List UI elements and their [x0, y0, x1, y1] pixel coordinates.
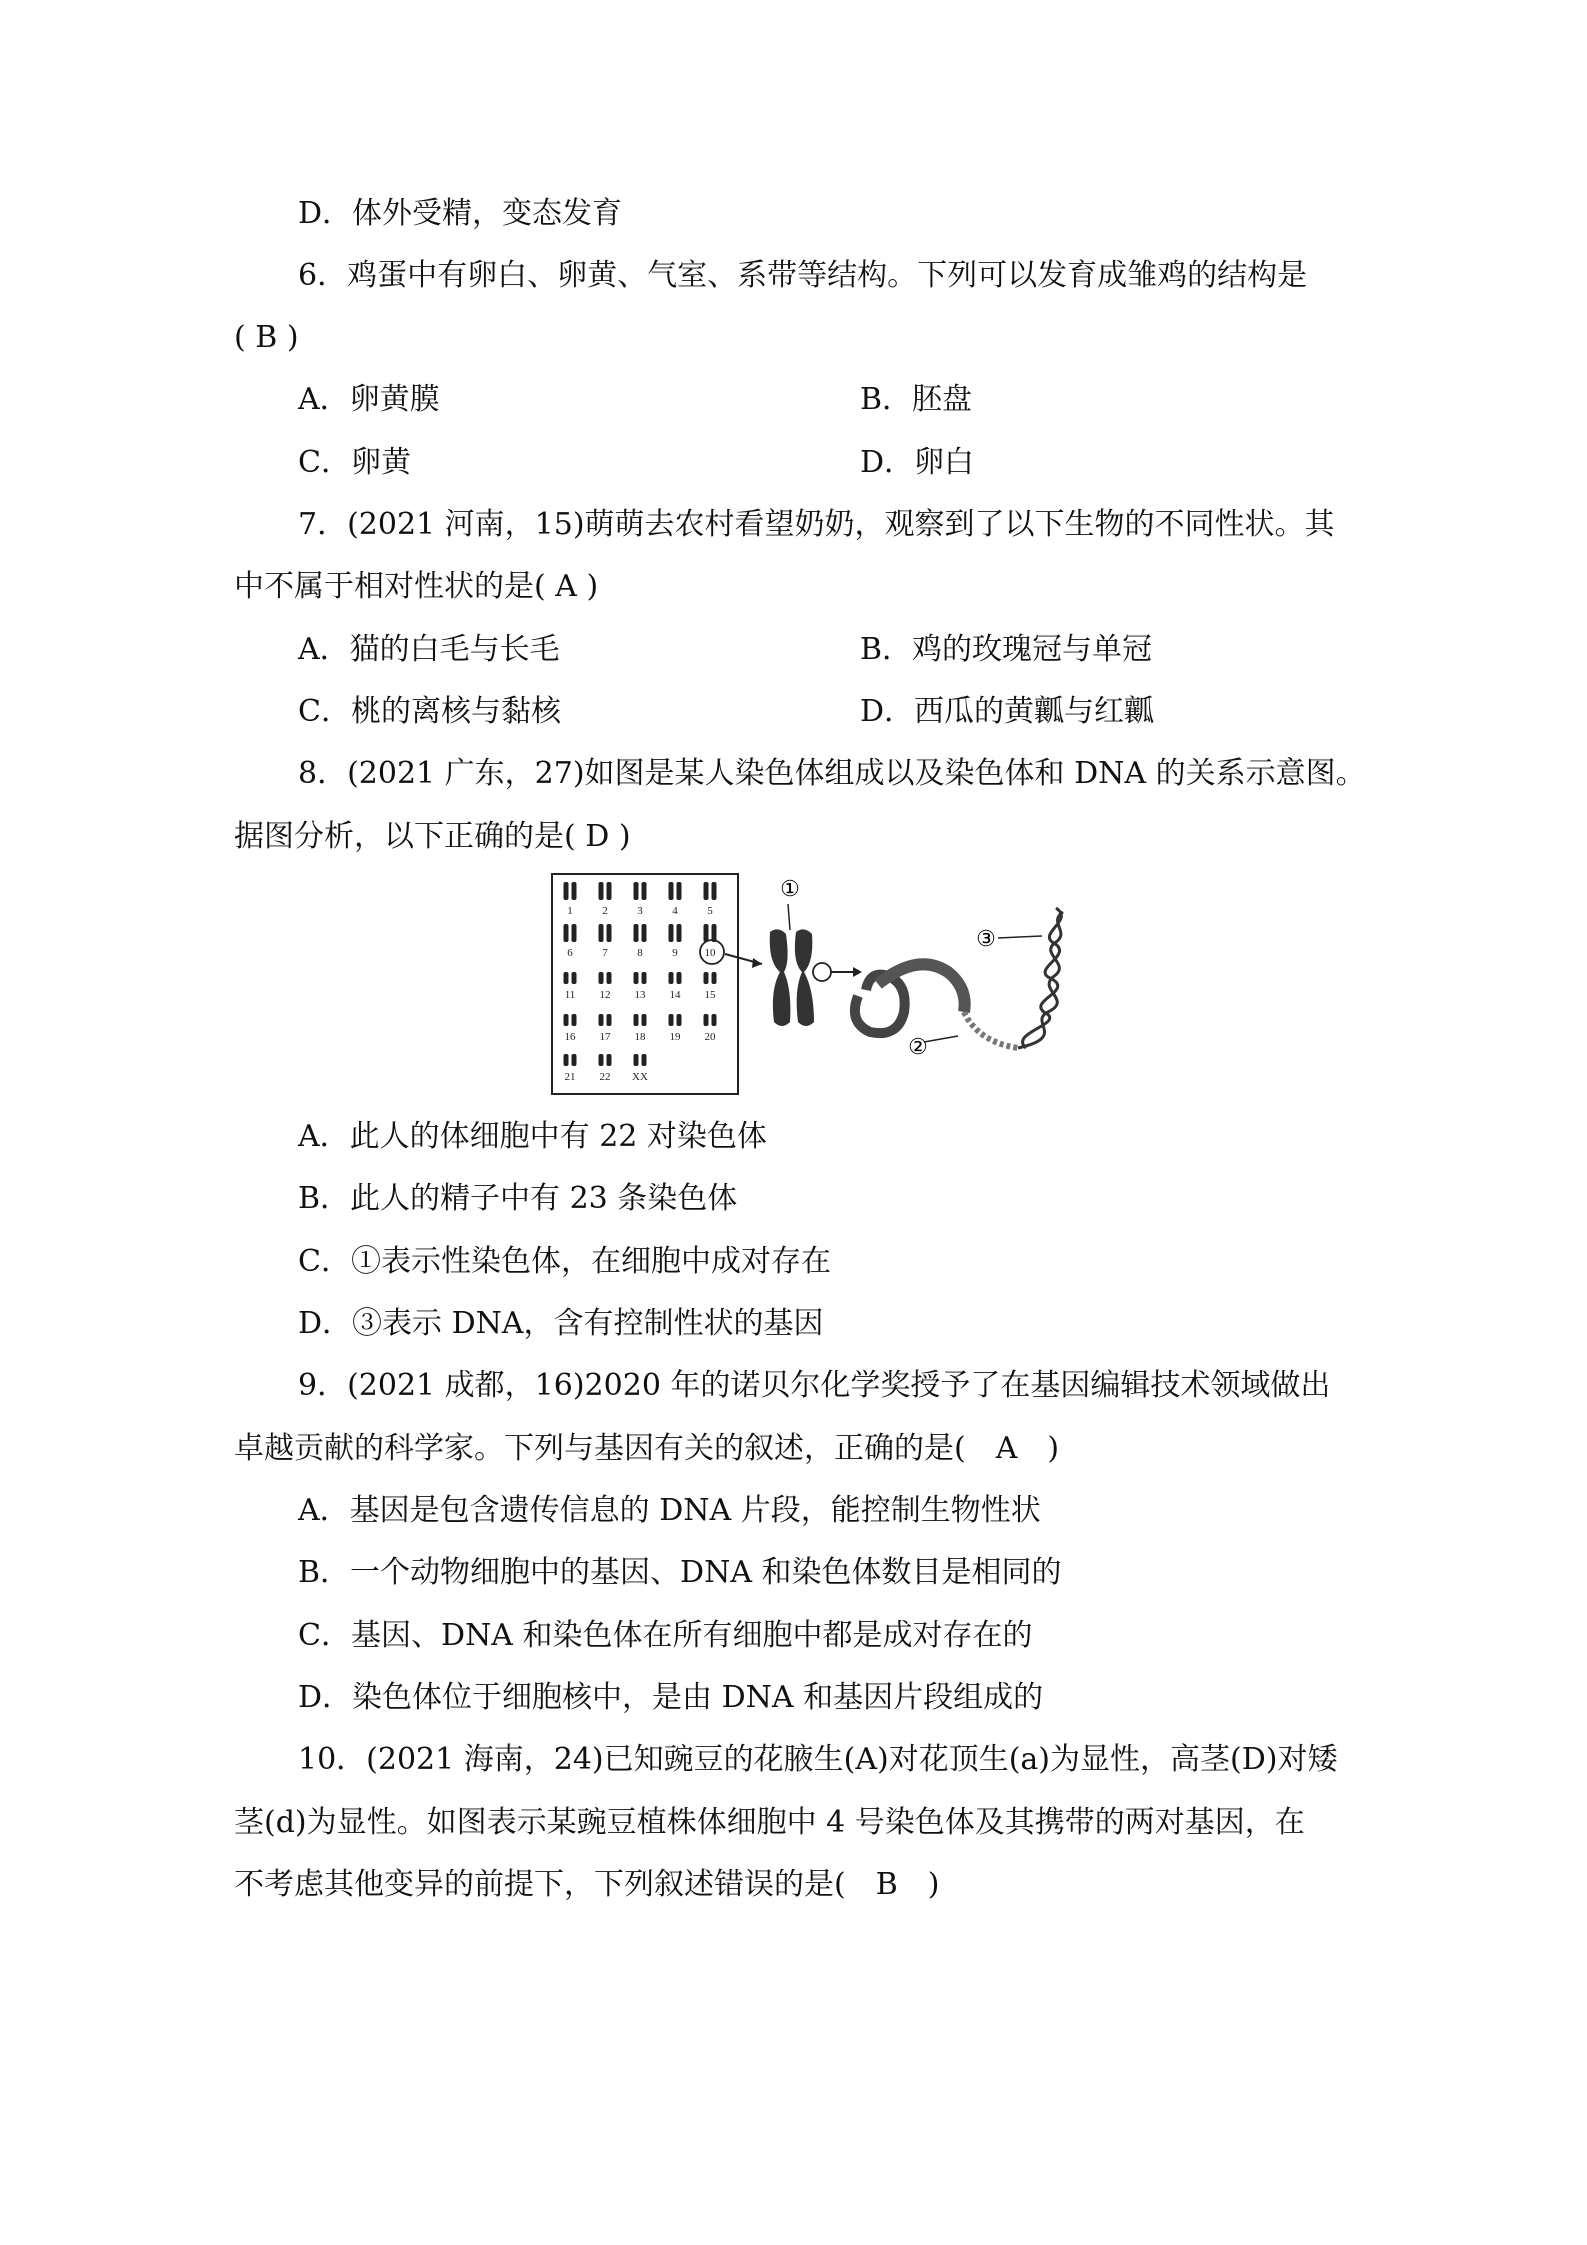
karyotype-number: 20: [704, 1031, 716, 1043]
chromosome-dna-figure: [548, 872, 1096, 1098]
q7-option-b: B．鸡的玫瑰冠与单冠: [860, 632, 1153, 667]
marker-2: ②: [908, 1035, 928, 1060]
karyotype-chromosome: [704, 882, 709, 900]
karyotype-chromosome: [564, 1014, 569, 1026]
karyotype-chromosome: [669, 924, 674, 942]
karyotype-chromosome: [712, 1014, 717, 1026]
question-9-stem: 9．(2021 成都，16)2020 年的诺贝尔化学奖授予了在基因编辑技术领域做出: [298, 1368, 1331, 1403]
q6-option-b: B．胚盘: [860, 382, 973, 417]
karyotype-chromosome: [607, 972, 612, 984]
karyotype-chromosome: [704, 972, 709, 984]
karyotype-chromosome: [599, 1054, 604, 1066]
question-10-stem-cont: 茎(d)为显性。如图表示某豌豆植株体细胞中 4 号染色体及其携带的两对基因，在: [234, 1805, 1305, 1840]
karyotype-number: 2: [602, 905, 608, 917]
karyotype-chromosome: [642, 924, 647, 942]
karyotype-number: 6: [567, 947, 573, 959]
karyotype-number: 22: [599, 1071, 611, 1083]
karyotype-chromosome: [607, 1054, 612, 1066]
chromosome-diagram: [548, 872, 1096, 1098]
karyotype-chromosome: [634, 1054, 639, 1066]
karyotype-number: 7: [602, 947, 608, 959]
karyotype-chromosome: [677, 882, 682, 900]
question-10-stem-cont2: 不考虑其他变异的前提下，下列叙述错误的是( B ): [234, 1867, 940, 1902]
dna-helix: [1018, 908, 1063, 1048]
karyotype-chromosome: [564, 924, 569, 942]
q7-option-c: C．桃的离核与黏核: [298, 694, 561, 729]
karyotype-chromosome: [572, 1014, 577, 1026]
karyotype-chromosome: [712, 972, 717, 984]
karyotype-number: 16: [564, 1031, 576, 1043]
question-7-stem-cont: 中不属于相对性状的是( A ): [234, 569, 599, 604]
marker-3: ③: [976, 927, 996, 952]
karyotype-number: 18: [634, 1031, 646, 1043]
q7-option-d: D．西瓜的黄瓤与红瓤: [860, 694, 1155, 729]
karyotype-chromosome: [634, 882, 639, 900]
karyotype-chromosome: [677, 1014, 682, 1026]
karyotype-chromosome: [669, 1014, 674, 1026]
karyotype-chromosome: [572, 1054, 577, 1066]
option-d-prev: D．体外受精，变态发育: [298, 196, 623, 231]
q9-option-d: D．染色体位于细胞核中，是由 DNA 和基因片段组成的: [298, 1680, 1044, 1715]
q6-option-d: D．卵白: [860, 445, 975, 480]
karyotype-chromosome: [704, 924, 709, 942]
question-6-answer: ( B ): [234, 320, 299, 355]
karyotype-chromosome: [564, 972, 569, 984]
karyotype-number: XX: [632, 1071, 648, 1083]
karyotype-number: 15: [704, 989, 716, 1001]
karyotype-number: 4: [672, 905, 678, 917]
q7-option-a: A．猫的白毛与长毛: [298, 632, 560, 667]
karyotype-number: 8: [637, 947, 643, 959]
karyotype-chromosome: [564, 882, 569, 900]
karyotype-chromosome: [669, 882, 674, 900]
karyotype-chromosome: [599, 1014, 604, 1026]
karyotype-chromosome: [642, 972, 647, 984]
karyotype-chromosome: [599, 972, 604, 984]
karyotype-chromosome: [599, 882, 604, 900]
karyotype-number: 1: [567, 905, 573, 917]
karyotype-number: 11: [564, 989, 576, 1001]
karyotype-chromosome: [642, 1014, 647, 1026]
question-9-stem-cont: 卓越贡献的科学家。下列与基因有关的叙述，正确的是( A ): [234, 1431, 1060, 1466]
karyotype-chromosome: [572, 972, 577, 984]
karyotype-chromosome: [634, 972, 639, 984]
marker-1: ①: [780, 877, 800, 902]
question-7-stem: 7．(2021 河南，15)萌萌去农村看望奶奶，观察到了以下生物的不同性状。其: [298, 507, 1335, 542]
q9-option-c: C．基因、DNA 和染色体在所有细胞中都是成对存在的: [298, 1618, 1033, 1653]
karyotype-chromosome: [607, 1014, 612, 1026]
question-8-stem: 8．(2021 广东，27)如图是某人染色体组成以及染色体和 DNA 的关系示意图。: [298, 756, 1366, 791]
karyotype-chromosome: [572, 882, 577, 900]
karyotype-chromosome: [642, 882, 647, 900]
q6-option-c: C．卵黄: [298, 445, 411, 480]
karyotype-chromosome: [599, 924, 604, 942]
karyotype-chromosome: [712, 882, 717, 900]
karyotype-number: 19: [669, 1031, 681, 1043]
karyotype-number: 5: [707, 905, 713, 917]
q8-option-c: C．①表示性染色体，在细胞中成对存在: [298, 1244, 831, 1279]
enlarged-chromosome: [770, 929, 814, 1026]
karyotype-number: 21: [564, 1071, 576, 1083]
karyotype-chromosome: [564, 1054, 569, 1066]
question-8-stem-cont: 据图分析，以下正确的是( D ): [234, 819, 631, 854]
q6-option-a: A．卵黄膜: [298, 382, 440, 417]
karyotype-chromosome: [607, 882, 612, 900]
karyotype-chromosome: [634, 924, 639, 942]
karyotype-chromosome: [669, 972, 674, 984]
karyotype-number: 17: [599, 1031, 611, 1043]
karyotype-chromosome: [677, 972, 682, 984]
karyotype-chromosome: [642, 1054, 647, 1066]
karyotype-chromosome: [572, 924, 577, 942]
karyotype-number: 14: [669, 989, 681, 1001]
karyotype-number: 10: [704, 947, 716, 959]
question-10-stem: 10．(2021 海南，24)已知豌豆的花腋生(A)对花顶生(a)为显性，高茎(D)对矮: [298, 1742, 1338, 1777]
karyotype-number: 12: [599, 989, 611, 1001]
karyotype-number: 13: [634, 989, 646, 1001]
karyotype-chromosome: [704, 1014, 709, 1026]
coiled-chromatin: [855, 964, 1018, 1048]
q9-option-b: B．一个动物细胞中的基因、DNA 和染色体数目是相同的: [298, 1555, 1062, 1590]
karyotype-chromosome: [677, 924, 682, 942]
question-6-stem: 6．鸡蛋中有卵白、卵黄、气室、系带等结构。下列可以发育成雏鸡的结构是: [298, 258, 1308, 293]
q9-option-a: A．基因是包含遗传信息的 DNA 片段，能控制生物性状: [298, 1493, 1041, 1528]
karyotype-number: 3: [637, 905, 643, 917]
karyotype-chromosome: [634, 1014, 639, 1026]
q8-option-d: D．③表示 DNA，含有控制性状的基因: [298, 1306, 824, 1341]
q8-option-a: A．此人的体细胞中有 22 对染色体: [298, 1119, 767, 1154]
q8-option-b: B．此人的精子中有 23 条染色体: [298, 1181, 738, 1216]
karyotype-number: 9: [672, 947, 678, 959]
karyotype-chromosome: [607, 924, 612, 942]
